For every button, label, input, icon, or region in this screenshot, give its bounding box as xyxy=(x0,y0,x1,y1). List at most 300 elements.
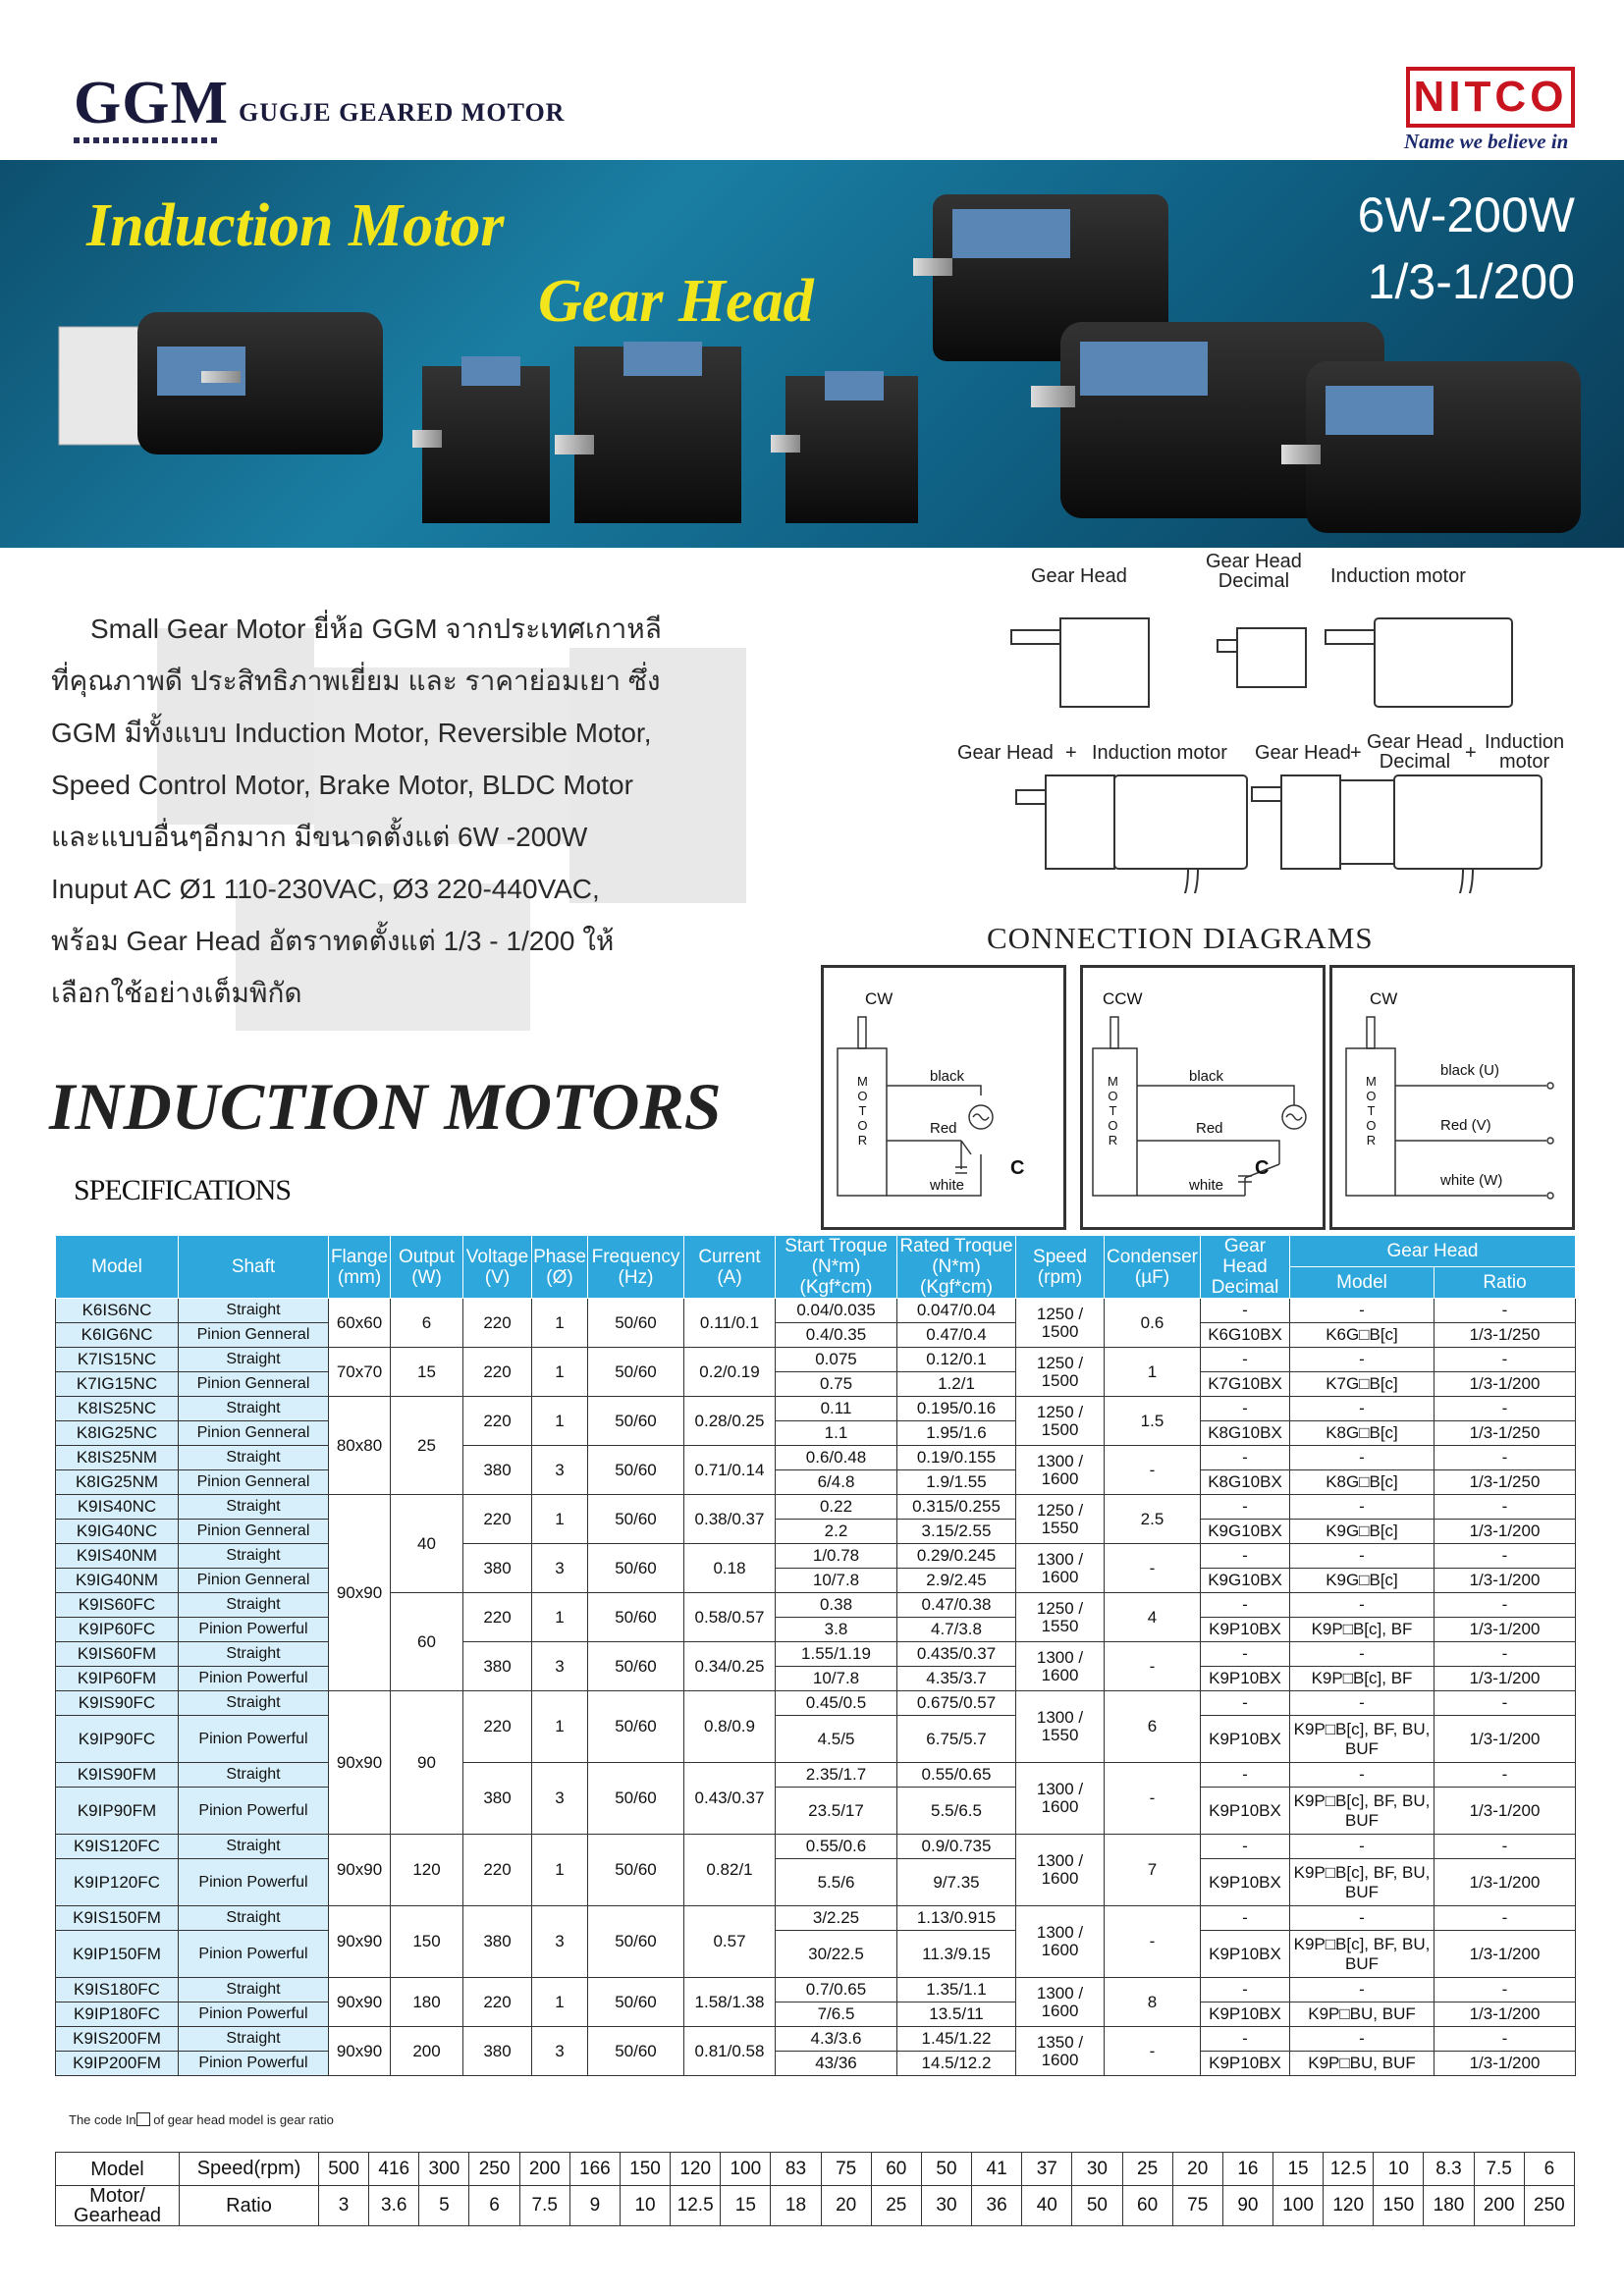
rated-torque-cell: 2.9/2.45 xyxy=(897,1569,1016,1593)
shaft-cell: Straight xyxy=(179,1691,329,1716)
shaft-cell: Straight xyxy=(179,1544,329,1569)
intro-line: ที่คุณภาพดี ประสิทธิภาพเยี่ยม และ ราคาย่อมเยา ซึ่ง xyxy=(51,666,661,696)
section-title: INDUCTION MOTORS xyxy=(49,1069,722,1144)
start-torque-cell: 3/2.25 xyxy=(776,1906,897,1931)
ratio-value-cell: 7.5 xyxy=(519,2186,569,2226)
flange-cell: 70x70 xyxy=(329,1348,391,1397)
gear-head-ratio-cell: 1/3-1/200 xyxy=(1435,2002,1576,2027)
speed-row-label: Speed(rpm) xyxy=(180,2153,319,2186)
model-cell: K9IS40NC xyxy=(56,1495,179,1520)
gear-head-model-cell: K9G□B[c] xyxy=(1290,1569,1435,1593)
frequency-cell: 50/60 xyxy=(588,1642,684,1691)
col-header-condenser: Condenser (µF) xyxy=(1105,1236,1201,1299)
gear-head-decimal-cell: K6G10BX xyxy=(1201,1323,1290,1348)
table-row xyxy=(56,1569,1576,1593)
table-row xyxy=(56,1978,1576,2002)
connection-diagrams-title: CONNECTION DIAGRAMS xyxy=(987,921,1374,955)
flange-cell: 90x90 xyxy=(329,1978,391,2027)
voltage-cell: 380 xyxy=(463,1763,532,1835)
speed-line1: 1300 / xyxy=(1036,1983,1084,2002)
phase-cell: 3 xyxy=(532,1763,588,1835)
speed-line2: 1550 xyxy=(1041,1616,1079,1635)
start-torque-cell: 6/4.8 xyxy=(776,1470,897,1495)
direction-label: CW xyxy=(865,989,893,1008)
gear-head-ratio-cell: 1/3-1/200 xyxy=(1435,1372,1576,1397)
shaft-cell: Straight xyxy=(179,1495,329,1520)
flange-cell: 90x90 xyxy=(329,1906,391,1978)
gear-head-model-cell: - xyxy=(1290,1544,1435,1569)
shaft-cell: Pinion Powerful xyxy=(179,1618,329,1642)
wire-label-red: Red xyxy=(1196,1120,1223,1137)
col-header-gh-model: Model xyxy=(1290,1267,1435,1299)
shaft-cell: Straight xyxy=(179,1348,329,1372)
gear-head-model-cell: K9P□BU, BUF xyxy=(1290,2002,1435,2027)
gear-head-ratio-cell: - xyxy=(1435,1906,1576,1931)
gear-head-decimal-cell: - xyxy=(1201,1495,1290,1520)
phase-cell: 1 xyxy=(532,1299,588,1348)
shaft-cell: Pinion Genneral xyxy=(179,1470,329,1495)
ratio-value-cell: 3.6 xyxy=(369,2186,419,2226)
table-row xyxy=(56,1763,1576,1788)
model-cell: K9IP200FM xyxy=(56,2052,179,2076)
col-header-shaft: Shaft xyxy=(179,1236,329,1299)
label-induction-motor: Induction motor xyxy=(1330,565,1466,587)
ratio-value-cell: 150 xyxy=(1374,2186,1424,2226)
gear-head-model-cell: K9P□B[c], BF xyxy=(1290,1618,1435,1642)
frequency-cell: 50/60 xyxy=(588,1763,684,1835)
gear-head-model-cell: K9P□B[c], BF xyxy=(1290,1667,1435,1691)
table-row xyxy=(56,1906,1576,1931)
table-row xyxy=(56,1618,1576,1642)
current-cell: 0.82/1 xyxy=(684,1835,776,1906)
start-torque-cell: 2.35/1.7 xyxy=(776,1763,897,1788)
frequency-cell: 50/60 xyxy=(588,1978,684,2027)
speed-line1: 1300 / xyxy=(1036,1780,1084,1798)
frequency-cell: 50/60 xyxy=(588,1906,684,1978)
phase-cell: 1 xyxy=(532,1397,588,1446)
motor-label: Motor/ xyxy=(89,2185,145,2207)
table-row xyxy=(56,1716,1576,1763)
table-row xyxy=(56,1299,1576,1323)
model-cell: K8IS25NC xyxy=(56,1397,179,1421)
gear-head-model-cell: K6G□B[c] xyxy=(1290,1323,1435,1348)
gear-head-ratio-cell: 1/3-1/200 xyxy=(1435,2052,1576,2076)
start-torque-cell: 1.55/1.19 xyxy=(776,1642,897,1667)
condenser-cell: - xyxy=(1105,1763,1201,1835)
rated-torque-cell: 0.12/0.1 xyxy=(897,1348,1016,1372)
speed-value-cell: 41 xyxy=(972,2153,1022,2186)
label-gear-head-decimal-l1: Gear Head xyxy=(1206,551,1302,572)
model-cell: K9IS120FC xyxy=(56,1835,179,1859)
rated-torque-cell: 1.13/0.915 xyxy=(897,1906,1016,1931)
wire-label-black-u: black (U) xyxy=(1440,1062,1500,1079)
gear-head-ratio-cell: 1/3-1/250 xyxy=(1435,1421,1576,1446)
wire-label-black: black xyxy=(1189,1068,1224,1085)
intro-line: Speed Control Motor, Brake Motor, BLDC Motor xyxy=(51,770,633,800)
current-cell: 0.11/0.1 xyxy=(684,1299,776,1348)
speed-cell xyxy=(1016,1495,1105,1544)
ratio-value-cell: 3 xyxy=(319,2186,369,2226)
ratio-value-cell: 15 xyxy=(721,2186,771,2226)
frequency-cell: 50/60 xyxy=(588,1544,684,1593)
model-cell: K9IP60FM xyxy=(56,1667,179,1691)
note-after: of gear head model is gear ratio xyxy=(153,2112,334,2127)
speed-cell xyxy=(1016,1446,1105,1495)
frequency-cell: 50/60 xyxy=(588,1593,684,1642)
speed-line1: 1300 / xyxy=(1036,1647,1084,1667)
phase-cell: 3 xyxy=(532,2027,588,2076)
gear-head-ratio-cell: - xyxy=(1435,1397,1576,1421)
gear-head-decimal-cell: - xyxy=(1201,1978,1290,2002)
intro-line: GGM มีทั้งแบบ Induction Motor, Reversible Motor, xyxy=(51,718,652,748)
model-cell: K9IP90FM xyxy=(56,1788,179,1835)
start-torque-cell: 0.75 xyxy=(776,1372,897,1397)
table-row xyxy=(56,1544,1576,1569)
speed-cell xyxy=(1016,1397,1105,1446)
ratio-value-cell: 25 xyxy=(871,2186,921,2226)
frequency-cell: 50/60 xyxy=(588,1397,684,1446)
intro-line: และแบบอื่นๆอีกมาก มีขนาดตั้งแต่ 6W -200W xyxy=(51,822,588,852)
connection-diagram-3phase xyxy=(1329,965,1575,1230)
col-header-rated-torque: Rated Troque (N*m) (Kgf*cm) xyxy=(897,1236,1016,1299)
ratio-row-label: Ratio xyxy=(180,2186,319,2226)
gear-head-model-cell: - xyxy=(1290,1446,1435,1470)
col-header-flange: Flange (mm) xyxy=(329,1236,391,1299)
condenser-cell: - xyxy=(1105,1544,1201,1593)
ratio-table-model xyxy=(56,2153,180,2186)
speed-line1: 1300 / xyxy=(1036,1923,1084,1942)
output-cell: 90 xyxy=(391,1691,463,1835)
speed-line2: 1600 xyxy=(1041,1567,1079,1586)
start-torque-cell: 0.55/0.6 xyxy=(776,1835,897,1859)
col-header-speed: Speed (rpm) xyxy=(1016,1236,1105,1299)
phase-cell: 1 xyxy=(532,1348,588,1397)
gear-head-decimal-cell: K9P10BX xyxy=(1201,1618,1290,1642)
gear-head-ratio-cell: 1/3-1/200 xyxy=(1435,1618,1576,1642)
gear-head-ratio-cell: 1/3-1/250 xyxy=(1435,1323,1576,1348)
frequency-cell: 50/60 xyxy=(588,1348,684,1397)
voltage-cell: 220 xyxy=(463,1348,532,1397)
gearhead-label: Gearhead xyxy=(74,2205,161,2226)
model-cell: K9IS90FC xyxy=(56,1691,179,1716)
model-cell: K9IS90FM xyxy=(56,1763,179,1788)
model-cell: K8IS25NM xyxy=(56,1446,179,1470)
speed-line1: 1250 / xyxy=(1036,1402,1084,1421)
gear-head-model-cell: - xyxy=(1290,2027,1435,2052)
intro-line: Small Gear Motor ยี่ห้อ GGM จากประเทศเกาหลี xyxy=(90,614,662,644)
gear-head-model-cell: K9P□BU, BUF xyxy=(1290,2052,1435,2076)
speed-cell xyxy=(1016,1835,1105,1906)
speed-line2: 1600 xyxy=(1041,1468,1079,1488)
speed-cell xyxy=(1016,1593,1105,1642)
model-cell: K9IS200FM xyxy=(56,2027,179,2052)
shaft-cell: Pinion Powerful xyxy=(179,1716,329,1763)
speed-value-cell: 83 xyxy=(771,2153,821,2186)
gear-head-ratio-cell: - xyxy=(1435,1763,1576,1788)
table-row xyxy=(56,1667,1576,1691)
rated-torque-cell: 1.35/1.1 xyxy=(897,1978,1016,2002)
rated-torque-cell: 4.35/3.7 xyxy=(897,1667,1016,1691)
speed-line1: 1250 / xyxy=(1036,1500,1084,1520)
table-row xyxy=(56,1788,1576,1835)
col-header-current: Current (A) xyxy=(684,1236,776,1299)
rated-torque-cell: 0.19/0.155 xyxy=(897,1446,1016,1470)
output-cell: 15 xyxy=(391,1348,463,1397)
condenser-cell: 4 xyxy=(1105,1593,1201,1642)
speed-value-cell: 60 xyxy=(871,2153,921,2186)
table-row xyxy=(56,2027,1576,2052)
direction-label: CCW xyxy=(1103,989,1143,1008)
speed-value-cell: 10 xyxy=(1374,2153,1424,2186)
frequency-cell: 50/60 xyxy=(588,2027,684,2076)
model-cell: K7IS15NC xyxy=(56,1348,179,1372)
frequency-cell: 50/60 xyxy=(588,1495,684,1544)
current-cell: 0.8/0.9 xyxy=(684,1691,776,1763)
rated-torque-cell: 0.55/0.65 xyxy=(897,1763,1016,1788)
placeholder-box-icon xyxy=(136,2112,150,2126)
condenser-cell: 6 xyxy=(1105,1691,1201,1763)
table-row xyxy=(56,1348,1576,1372)
gear-head-model-cell: - xyxy=(1290,1763,1435,1788)
gear-head-ratio-cell: - xyxy=(1435,1446,1576,1470)
start-torque-cell: 0.11 xyxy=(776,1397,897,1421)
shaft-cell: Straight xyxy=(179,1763,329,1788)
condenser-cell: 1.5 xyxy=(1105,1397,1201,1446)
gear-head-ratio-cell: 1/3-1/200 xyxy=(1435,1788,1576,1835)
table-row xyxy=(56,1323,1576,1348)
current-cell: 0.57 xyxy=(684,1906,776,1978)
ratio-value-cell: 50 xyxy=(1072,2186,1122,2226)
col-header-model: Model xyxy=(56,1236,179,1299)
model-cell: K9IP60FC xyxy=(56,1618,179,1642)
gear-head-ratio-cell: 1/3-1/250 xyxy=(1435,1470,1576,1495)
speed-value-cell: 166 xyxy=(569,2153,620,2186)
condenser-cell: - xyxy=(1105,1906,1201,1978)
motor-label-vertical: M O T O R xyxy=(1108,1074,1118,1148)
condenser-cell: 7 xyxy=(1105,1835,1201,1906)
gear-ratio-note xyxy=(69,2112,334,2127)
shaft-cell: Straight xyxy=(179,1397,329,1421)
rated-torque-cell: 5.5/6.5 xyxy=(897,1788,1016,1835)
speed-line1: 1250 / xyxy=(1036,1598,1084,1618)
start-torque-cell: 2.2 xyxy=(776,1520,897,1544)
shaft-cell: Pinion Powerful xyxy=(179,2052,329,2076)
col-header-start-torque: Start Troque (N*m) (Kgf*cm) xyxy=(776,1236,897,1299)
table-row xyxy=(56,1835,1576,1859)
model-cell: K9IP150FM xyxy=(56,1931,179,1978)
gear-head-decimal-cell: K9P10BX xyxy=(1201,1859,1290,1906)
speed-cell xyxy=(1016,1763,1105,1835)
rated-torque-cell: 9/7.35 xyxy=(897,1859,1016,1906)
speed-value-cell: 416 xyxy=(369,2153,419,2186)
speed-value-cell: 12.5 xyxy=(1324,2153,1374,2186)
shaft-cell: Straight xyxy=(179,1642,329,1667)
connection-diagram-cw xyxy=(821,965,1066,1230)
speed-line2: 1600 xyxy=(1041,1665,1079,1684)
current-cell: 0.71/0.14 xyxy=(684,1446,776,1495)
phase-cell: 3 xyxy=(532,1642,588,1691)
speed-line1: 1300 / xyxy=(1036,1451,1084,1470)
output-cell: 120 xyxy=(391,1835,463,1906)
output-cell: 180 xyxy=(391,1978,463,2027)
phase-cell: 1 xyxy=(532,1495,588,1544)
voltage-cell: 220 xyxy=(463,1397,532,1446)
speed-value-cell: 300 xyxy=(419,2153,469,2186)
start-torque-cell: 0.6/0.48 xyxy=(776,1446,897,1470)
col-header-gear-head: Gear Head xyxy=(1290,1236,1576,1267)
speed-cell xyxy=(1016,1299,1105,1348)
model-cell: K8IG25NC xyxy=(56,1421,179,1446)
start-torque-cell: 1.1 xyxy=(776,1421,897,1446)
label-combo2-gh-decimal-l1: Gear Head xyxy=(1367,731,1463,753)
start-torque-cell: 4.5/5 xyxy=(776,1716,897,1763)
shaft-cell: Straight xyxy=(179,1835,329,1859)
shaft-cell: Pinion Genneral xyxy=(179,1520,329,1544)
ratio-value-cell: 180 xyxy=(1424,2186,1474,2226)
gear-head-model-cell: K9P□B[c], BF, BU, BUF xyxy=(1290,1859,1435,1906)
banner-title-gear-head: Gear Head xyxy=(538,268,814,335)
speed-line1: 1250 / xyxy=(1036,1353,1084,1372)
voltage-cell: 380 xyxy=(463,1642,532,1691)
speed-value-cell: 25 xyxy=(1122,2153,1172,2186)
start-torque-cell: 5.5/6 xyxy=(776,1859,897,1906)
model-cell: K9IS150FM xyxy=(56,1906,179,1931)
gear-head-ratio-cell: 1/3-1/200 xyxy=(1435,1569,1576,1593)
label-combo2-gear-head: Gear Head xyxy=(1255,742,1351,764)
rated-torque-cell: 0.047/0.04 xyxy=(897,1299,1016,1323)
gear-head-ratio-cell: - xyxy=(1435,1299,1576,1323)
speed-cell xyxy=(1016,1906,1105,1978)
flange-cell: 60x60 xyxy=(329,1299,391,1348)
speed-line2: 1600 xyxy=(1041,2050,1079,2069)
wire-label-black: black xyxy=(930,1068,965,1085)
nitco-logo xyxy=(1406,67,1575,128)
voltage-cell: 380 xyxy=(463,1544,532,1593)
table-row xyxy=(56,1931,1576,1978)
phase-cell: 1 xyxy=(532,1978,588,2027)
rated-torque-cell: 0.675/0.57 xyxy=(897,1691,1016,1716)
gear-head-decimal-cell: - xyxy=(1201,1906,1290,1931)
shaft-cell: Pinion Powerful xyxy=(179,1931,329,1978)
wire-label-red-v: Red (V) xyxy=(1440,1117,1491,1134)
speed-value-cell: 37 xyxy=(1022,2153,1072,2186)
gear-head-ratio-cell: 1/3-1/200 xyxy=(1435,1859,1576,1906)
rated-torque-cell: 13.5/11 xyxy=(897,2002,1016,2027)
current-cell: 0.38/0.37 xyxy=(684,1495,776,1544)
label-gear-head-decimal-l2: Decimal xyxy=(1218,570,1290,592)
speed-value-cell: 16 xyxy=(1222,2153,1272,2186)
flange-cell: 90x90 xyxy=(329,1835,391,1906)
gear-head-model-cell: K9P□B[c], BF, BU, BUF xyxy=(1290,1716,1435,1763)
speed-line2: 1600 xyxy=(1041,1869,1079,1888)
rated-torque-cell: 4.7/3.8 xyxy=(897,1618,1016,1642)
phase-cell: 3 xyxy=(532,1446,588,1495)
phase-cell: 3 xyxy=(532,1906,588,1978)
flange-cell: 90x90 xyxy=(329,1691,391,1835)
condenser-cell: - xyxy=(1105,1446,1201,1495)
intro-line: Inuput AC Ø1 110-230VAC, Ø3 220-440VAC, xyxy=(51,874,600,904)
output-cell: 200 xyxy=(391,2027,463,2076)
start-torque-cell: 1/0.78 xyxy=(776,1544,897,1569)
ratio-value-cell: 30 xyxy=(921,2186,971,2226)
phase-cell: 1 xyxy=(532,1835,588,1906)
speed-value-cell: 500 xyxy=(319,2153,369,2186)
gear-head-decimal-cell: - xyxy=(1201,1763,1290,1788)
gear-head-ratio-cell: - xyxy=(1435,1835,1576,1859)
gear-head-ratio-cell: - xyxy=(1435,1642,1576,1667)
specifications-title: SPECIFICATIONS xyxy=(74,1174,292,1206)
rated-torque-cell: 1.95/1.6 xyxy=(897,1421,1016,1446)
intro-paragraph xyxy=(51,603,817,1019)
phase-cell: 1 xyxy=(532,1593,588,1642)
gear-head-decimal-cell: K9P10BX xyxy=(1201,1667,1290,1691)
gear-head-decimal-cell: - xyxy=(1201,1691,1290,1716)
speed-cell xyxy=(1016,1978,1105,2027)
current-cell: 1.58/1.38 xyxy=(684,1978,776,2027)
gear-head-ratio-cell: 1/3-1/200 xyxy=(1435,1716,1576,1763)
shaft-cell: Pinion Genneral xyxy=(179,1323,329,1348)
ratio-value-cell: 200 xyxy=(1474,2186,1524,2226)
current-cell: 0.28/0.25 xyxy=(684,1397,776,1446)
shaft-cell: Straight xyxy=(179,1906,329,1931)
specifications-body xyxy=(56,1299,1576,2076)
ratio-value-cell: 20 xyxy=(821,2186,871,2226)
output-cell: 150 xyxy=(391,1906,463,1978)
ratio-table-motor-gearhead xyxy=(56,2186,180,2226)
gear-head-model-cell: - xyxy=(1290,1642,1435,1667)
speed-value-cell: 120 xyxy=(671,2153,721,2186)
model-cell: K6IS6NC xyxy=(56,1299,179,1323)
capacitor-label: C xyxy=(1010,1157,1025,1179)
label-gear-head-decimal xyxy=(1206,552,1302,591)
speed-cell xyxy=(1016,1348,1105,1397)
condenser-cell: - xyxy=(1105,1642,1201,1691)
rated-torque-cell: 0.47/0.38 xyxy=(897,1593,1016,1618)
shaft-cell: Pinion Genneral xyxy=(179,1372,329,1397)
banner-power-range: 6W-200W xyxy=(1357,187,1575,242)
ratio-value-cell: 75 xyxy=(1172,2186,1222,2226)
gear-head-ratio-cell: - xyxy=(1435,2027,1576,2052)
condenser-cell: - xyxy=(1105,2027,1201,2076)
current-cell: 0.2/0.19 xyxy=(684,1348,776,1397)
frequency-cell: 50/60 xyxy=(588,1835,684,1906)
shaft-cell: Pinion Powerful xyxy=(179,2002,329,2027)
gear-head-model-cell: K8G□B[c] xyxy=(1290,1470,1435,1495)
gear-head-ratio-cell: - xyxy=(1435,1495,1576,1520)
voltage-cell: 380 xyxy=(463,1446,532,1495)
gear-head-model-cell: - xyxy=(1290,1906,1435,1931)
gear-head-decimal-cell: K8G10BX xyxy=(1201,1470,1290,1495)
gear-head-model-cell: - xyxy=(1290,1495,1435,1520)
intro-line: เลือกใช้อย่างเต็มพิกัด xyxy=(51,978,302,1008)
speed-value-cell: 100 xyxy=(721,2153,771,2186)
speed-cell xyxy=(1016,2027,1105,2076)
intro-line: พร้อม Gear Head อัตราทดตั้งแต่ 1/3 - 1/200 ให้ xyxy=(51,926,615,956)
flange-cell: 90x90 xyxy=(329,2027,391,2076)
gear-head-ratio-cell: - xyxy=(1435,1978,1576,2002)
gear-head-ratio-cell: 1/3-1/200 xyxy=(1435,1667,1576,1691)
current-cell: 0.58/0.57 xyxy=(684,1593,776,1642)
voltage-cell: 220 xyxy=(463,1978,532,2027)
frequency-cell: 50/60 xyxy=(588,1299,684,1348)
voltage-cell: 380 xyxy=(463,1906,532,1978)
model-cell: K7IG15NC xyxy=(56,1372,179,1397)
condenser-cell: 2.5 xyxy=(1105,1495,1201,1544)
table-row xyxy=(56,2052,1576,2076)
start-torque-cell: 10/7.8 xyxy=(776,1569,897,1593)
shaft-cell: Pinion Powerful xyxy=(179,1859,329,1906)
start-torque-cell: 10/7.8 xyxy=(776,1667,897,1691)
